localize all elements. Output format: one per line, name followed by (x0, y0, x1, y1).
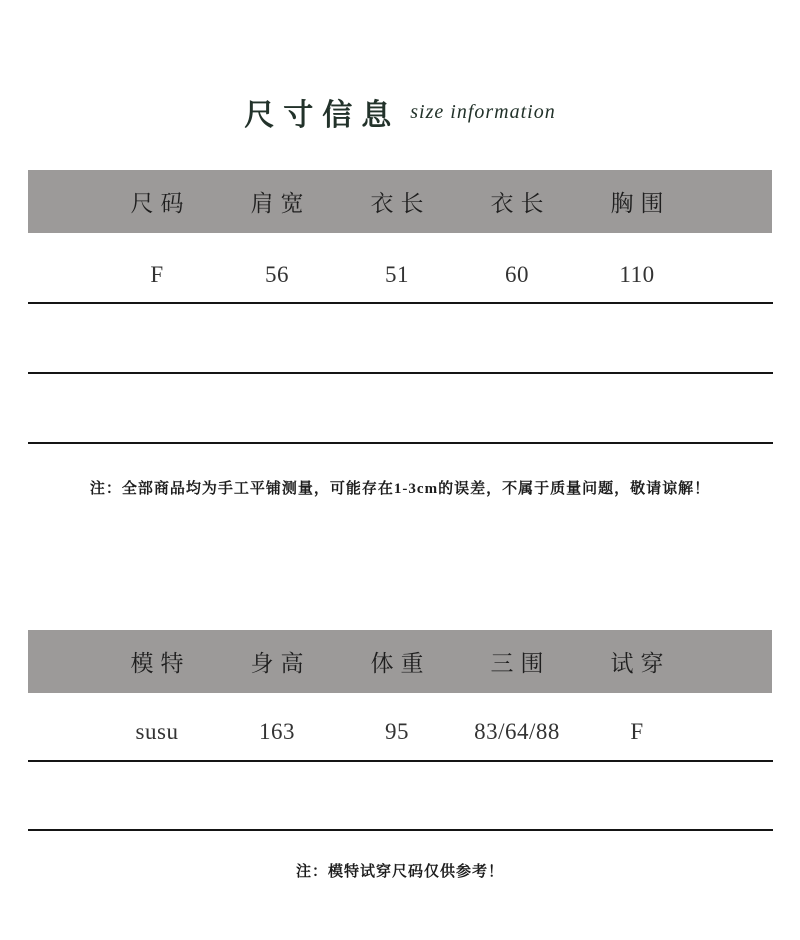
size-table-header-row (28, 170, 772, 233)
size-table-header-length-1: 衣长 (370, 191, 431, 216)
model-table-header-height: 身高 (250, 651, 311, 676)
size-table-header-shoulder: 肩宽 (250, 191, 311, 216)
divider-line (28, 442, 773, 444)
size-table-header-length-2: 衣长 (490, 191, 551, 216)
model-height-value: 163 (259, 719, 295, 744)
model-table-header-model: 模特 (130, 651, 191, 676)
model-fit-note: 注：模特试穿尺码仅供参考！ (295, 864, 504, 880)
model-measurements-value: 83/64/88 (474, 719, 560, 744)
size-table-header-size: 尺码 (130, 191, 191, 216)
model-table-header-row (28, 630, 772, 693)
divider-line (28, 760, 773, 762)
model-table-row (28, 712, 772, 752)
model-weight-value: 95 (385, 719, 409, 744)
length-value-1: 51 (385, 262, 409, 287)
model-fit-value: F (630, 719, 644, 744)
shoulder-value: 56 (265, 262, 289, 287)
size-value: F (150, 262, 164, 287)
model-table-header-weight: 体重 (370, 651, 431, 676)
bust-value: 110 (619, 262, 655, 287)
model-table-header-measurements: 三围 (490, 651, 551, 676)
divider-line (28, 372, 773, 374)
model-table-header-fit: 试穿 (610, 651, 671, 676)
title-chinese: 尺寸信息 (244, 99, 401, 132)
model-name-value: susu (135, 719, 179, 744)
page-title (0, 90, 800, 134)
divider-line (28, 829, 773, 831)
size-table-header-bust: 胸围 (610, 191, 671, 216)
title-english: size information (410, 100, 556, 123)
length-value-2: 60 (505, 262, 529, 287)
size-table-row (28, 255, 772, 295)
divider-line (28, 302, 773, 304)
measurement-note: 注：全部商品均为手工平铺测量，可能存在1-3cm的误差，不属于质量问题，敬请谅解！ (89, 481, 711, 497)
